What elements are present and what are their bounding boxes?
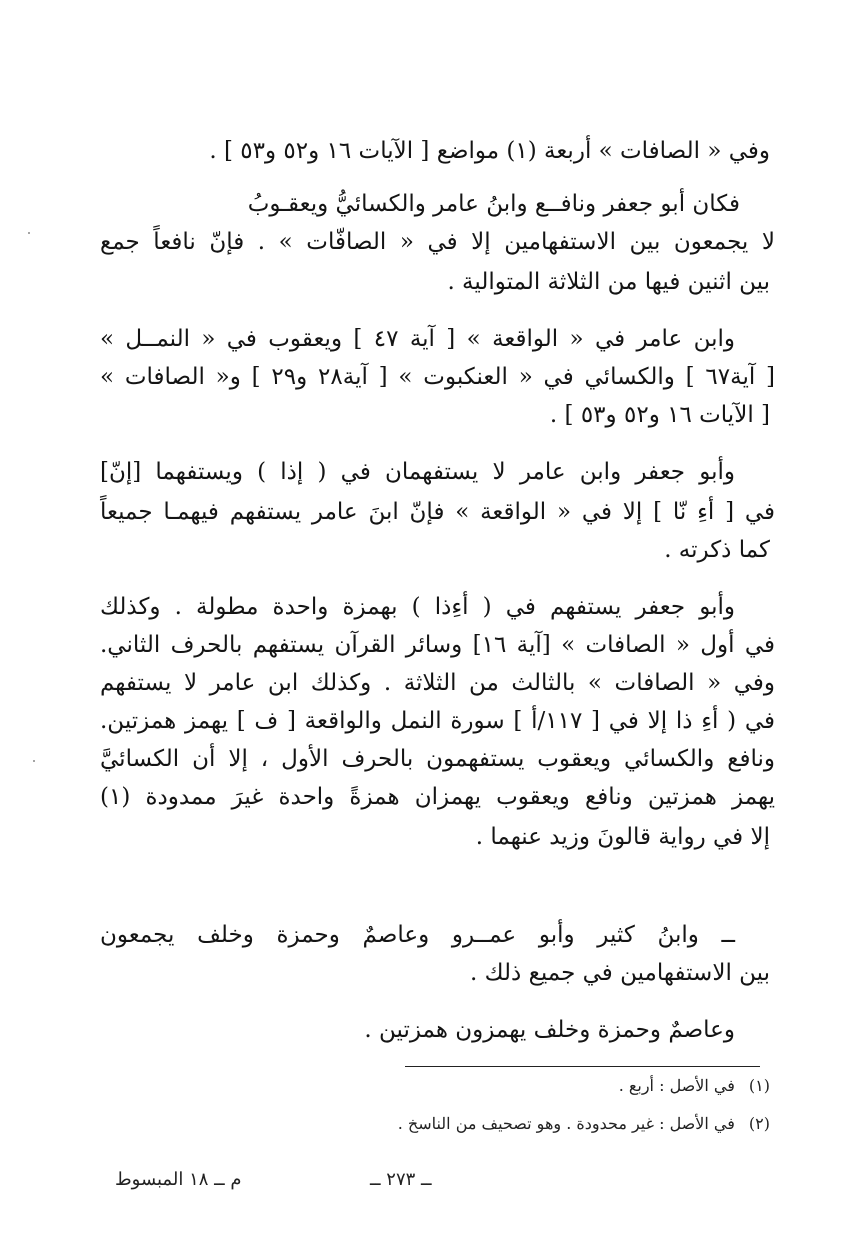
text-line: في ( أءِ ذا إلا في [ ١١٧/أ ] سورة النمل والواقعة [ ف ] يهمز همزتين. [100, 708, 775, 734]
text-line: وفي « الصافات » بالثالث من الثلاثة . وكذلك ابن عامر لا يستفهم [100, 670, 775, 696]
footnote-number: (٢) [748, 1114, 770, 1133]
page-number: ــ ٢٧٣ ــ [370, 1169, 432, 1190]
text-line: وأبو جعفر وابن عامر لا يستفهمان في ( إذا ) ويستفهما [إنّ] [100, 459, 735, 485]
text-line: في أول « الصافات » [آية ١٦] وسائر القرآن يستفهم بالحرف الثاني. [100, 632, 775, 658]
text-line: بين اثنين فيها من الثلاثة المتوالية . [447, 269, 770, 295]
signature-mark: م ــ ١٨ المبسوط [115, 1169, 242, 1190]
text-line: وأبو جعفر يستفهم في ( أءِذا ) بهمزة واحدة مطولة . وكذلك [100, 594, 735, 620]
text-line: إلا في رواية قالونَ وزيد عنهما . [475, 824, 770, 850]
scan-speck [33, 760, 35, 762]
scan-speck [28, 232, 30, 234]
footnote [398, 1112, 770, 1136]
text-line: لا يجمعون بين الاستفهامين إلا في « الصافّات » . فإنّ نافعاً جمع [100, 229, 775, 255]
text-line: [ الآيات ١٦ و٥٢ و٥٣ ] . [549, 402, 770, 428]
text-line: وفي « الصافات » أربعة (١) مواضع [ الآيات ١٦ و٥٢ و٥٣ ] . [209, 138, 770, 164]
text-line: وابن عامر في « الواقعة » [ آية ٤٧ ] ويعقوب في « النمــل » [100, 326, 735, 352]
text-line: وعاصمٌ وحمزة وخلف يهمزون همزتين . [364, 1017, 735, 1043]
text-line: في [ أءِ نّا ] إلا في « الواقعة » فإنّ ابنَ عامر يستفهم فيهمـا جميعاً [100, 499, 775, 525]
footnote [619, 1074, 770, 1098]
footnote-text: في الأصل : غير محدودة . وهو تصحيف من الناسخ . [397, 1114, 735, 1133]
footnote-separator [405, 1066, 760, 1067]
footnote-number: (١) [748, 1076, 770, 1095]
footnote-text: في الأصل : أربع . [618, 1076, 735, 1095]
text-line: [ آية٦٧ ] والكسائي في « العنكبوت » [ آية٢٨ و٢٩ ] و« الصافات » [100, 364, 775, 390]
text-line: ونافع والكسائي ويعقوب يستفهمون بالحرف الأول ، إلا أن الكسائيَّ [100, 746, 775, 772]
text-line: كما ذكرته . [664, 537, 770, 563]
text-line: ــ وابنُ كثير وأبو عمــرو وعاصمٌ وحمزة وخلف يجمعون [100, 922, 735, 948]
text-line: يهمز همزتين ونافع ويعقوب يهمزان همزةً واحدة غيرَ ممدودة (١) [100, 784, 775, 810]
text-line: بين الاستفهامين في جميع ذلك . [470, 960, 770, 986]
text-line: فكان أبو جعفر ونافــع وابنُ عامر والكسائيُّ ويعقـوبُ [247, 191, 740, 217]
